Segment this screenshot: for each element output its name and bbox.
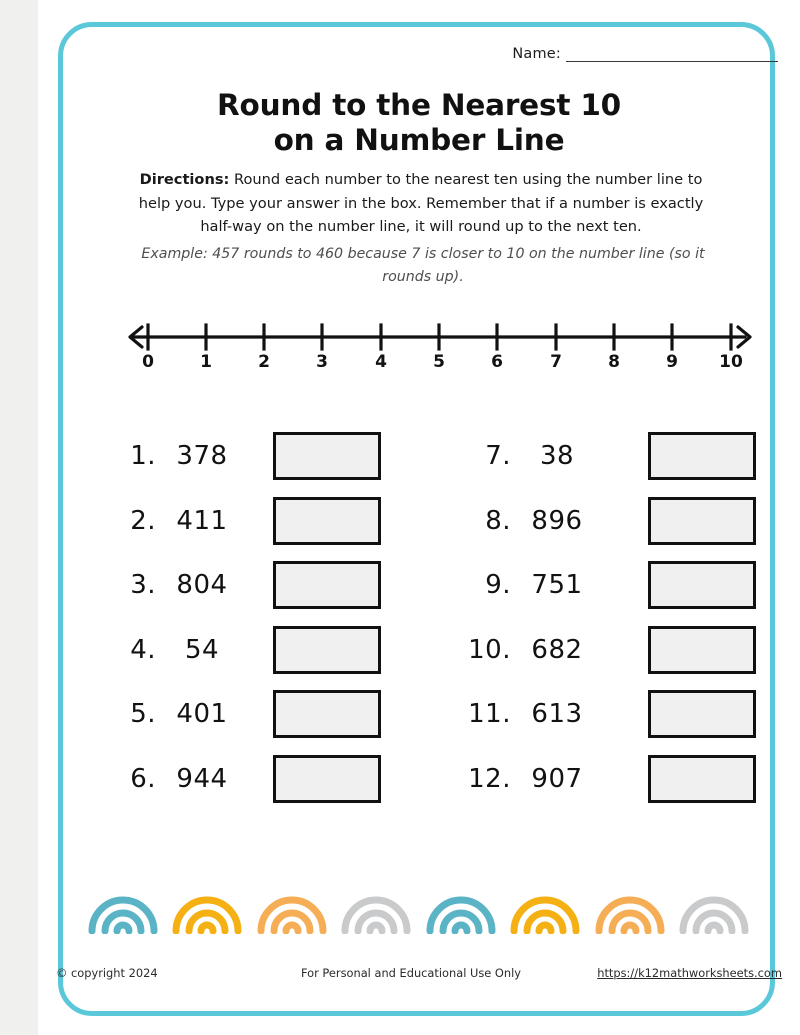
usage-text: For Personal and Educational Use Only bbox=[301, 966, 521, 980]
problem-number: 10. bbox=[468, 634, 511, 665]
name-input[interactable] bbox=[566, 48, 778, 62]
rainbow-icon bbox=[677, 886, 751, 934]
problem-value: 804 bbox=[176, 570, 228, 601]
problem-row bbox=[38, 553, 419, 618]
answer-input[interactable] bbox=[273, 561, 381, 609]
problem-number: 6. bbox=[130, 763, 156, 794]
svg-text:1: 1 bbox=[200, 352, 212, 372]
worksheet-page bbox=[38, 0, 800, 1035]
problem-number: 4. bbox=[130, 634, 156, 665]
rainbow-icon bbox=[255, 886, 329, 934]
problem-column-left bbox=[38, 424, 419, 811]
problem-value: 401 bbox=[176, 699, 228, 730]
svg-text:0: 0 bbox=[142, 352, 154, 372]
problem-value: 54 bbox=[184, 634, 220, 665]
rainbow-icon bbox=[424, 886, 498, 934]
problem-row bbox=[419, 747, 800, 812]
svg-text:8: 8 bbox=[608, 352, 620, 372]
problem-row bbox=[38, 682, 419, 747]
problem-number: 1. bbox=[130, 441, 156, 472]
problem-value: 682 bbox=[531, 634, 583, 665]
problem-value: 411 bbox=[176, 505, 228, 536]
problem-value: 896 bbox=[531, 505, 583, 536]
directions-text: Round each number to the nearest ten using the number line to help you. Type your answer in the box. Remember that if a number is exactly half-way on the number line, it will round up to the next ten. bbox=[138, 171, 704, 235]
problem-value: 378 bbox=[176, 441, 228, 472]
answer-input[interactable] bbox=[273, 690, 381, 738]
page-title bbox=[38, 88, 800, 158]
directions-label: Directions: bbox=[139, 171, 230, 188]
number-line bbox=[88, 310, 753, 372]
name-field-row bbox=[512, 46, 778, 62]
rainbow-icon bbox=[593, 886, 667, 934]
svg-text:6: 6 bbox=[491, 352, 503, 372]
problem-number: 3. bbox=[130, 570, 156, 601]
svg-text:9: 9 bbox=[666, 352, 678, 372]
rainbow-icon bbox=[339, 886, 413, 934]
problem-row bbox=[419, 424, 800, 489]
rainbow-border-decoration bbox=[86, 862, 751, 934]
svg-text:7: 7 bbox=[550, 352, 562, 372]
problem-list bbox=[38, 424, 800, 811]
title-line-1: Round to the Nearest 10 bbox=[217, 88, 621, 122]
problem-value: 751 bbox=[531, 570, 583, 601]
problem-number: 8. bbox=[485, 505, 511, 536]
rainbow-icon bbox=[508, 886, 582, 934]
problem-number: 2. bbox=[130, 505, 156, 536]
example-text: Example: 457 rounds to 460 because 7 is closer to 10 on the number line (so it rounds up). bbox=[141, 246, 705, 285]
svg-text:4: 4 bbox=[375, 352, 387, 372]
answer-input[interactable] bbox=[273, 432, 381, 480]
answer-input[interactable] bbox=[273, 755, 381, 803]
svg-text:3: 3 bbox=[316, 352, 328, 372]
problem-row bbox=[38, 489, 419, 554]
name-label: Name: bbox=[512, 46, 561, 62]
title-line-2: on a Number Line bbox=[273, 123, 565, 157]
problem-number: 7. bbox=[485, 441, 511, 472]
problem-row bbox=[38, 618, 419, 683]
problem-value: 38 bbox=[539, 441, 575, 472]
website-link[interactable]: https://k12mathworksheets.com bbox=[597, 966, 782, 980]
worksheet-content bbox=[38, 0, 800, 1035]
answer-input[interactable] bbox=[273, 497, 381, 545]
problem-value: 944 bbox=[176, 763, 228, 794]
problem-row bbox=[419, 618, 800, 683]
answer-input[interactable] bbox=[648, 626, 756, 674]
answer-input[interactable] bbox=[648, 432, 756, 480]
problem-column-right bbox=[419, 424, 800, 811]
problem-row bbox=[38, 424, 419, 489]
problem-number: 11. bbox=[468, 699, 511, 730]
problem-number: 9. bbox=[485, 570, 511, 601]
page-footer bbox=[48, 966, 790, 988]
svg-text:10: 10 bbox=[719, 352, 743, 372]
answer-input[interactable] bbox=[648, 561, 756, 609]
answer-input[interactable] bbox=[648, 690, 756, 738]
directions-paragraph bbox=[126, 168, 716, 239]
svg-text:5: 5 bbox=[433, 352, 445, 372]
problem-number: 5. bbox=[130, 699, 156, 730]
copyright-text: © copyright 2024 bbox=[56, 966, 158, 980]
problem-row bbox=[419, 682, 800, 747]
svg-text:2: 2 bbox=[258, 352, 270, 372]
problem-row bbox=[419, 553, 800, 618]
problem-row bbox=[419, 489, 800, 554]
problem-number: 12. bbox=[468, 763, 511, 794]
problem-value: 907 bbox=[531, 763, 583, 794]
answer-input[interactable] bbox=[273, 626, 381, 674]
answer-input[interactable] bbox=[648, 755, 756, 803]
problem-value: 613 bbox=[531, 699, 583, 730]
answer-input[interactable] bbox=[648, 497, 756, 545]
problem-row bbox=[38, 747, 419, 812]
rainbow-icon bbox=[170, 886, 244, 934]
rainbow-icon bbox=[86, 886, 160, 934]
